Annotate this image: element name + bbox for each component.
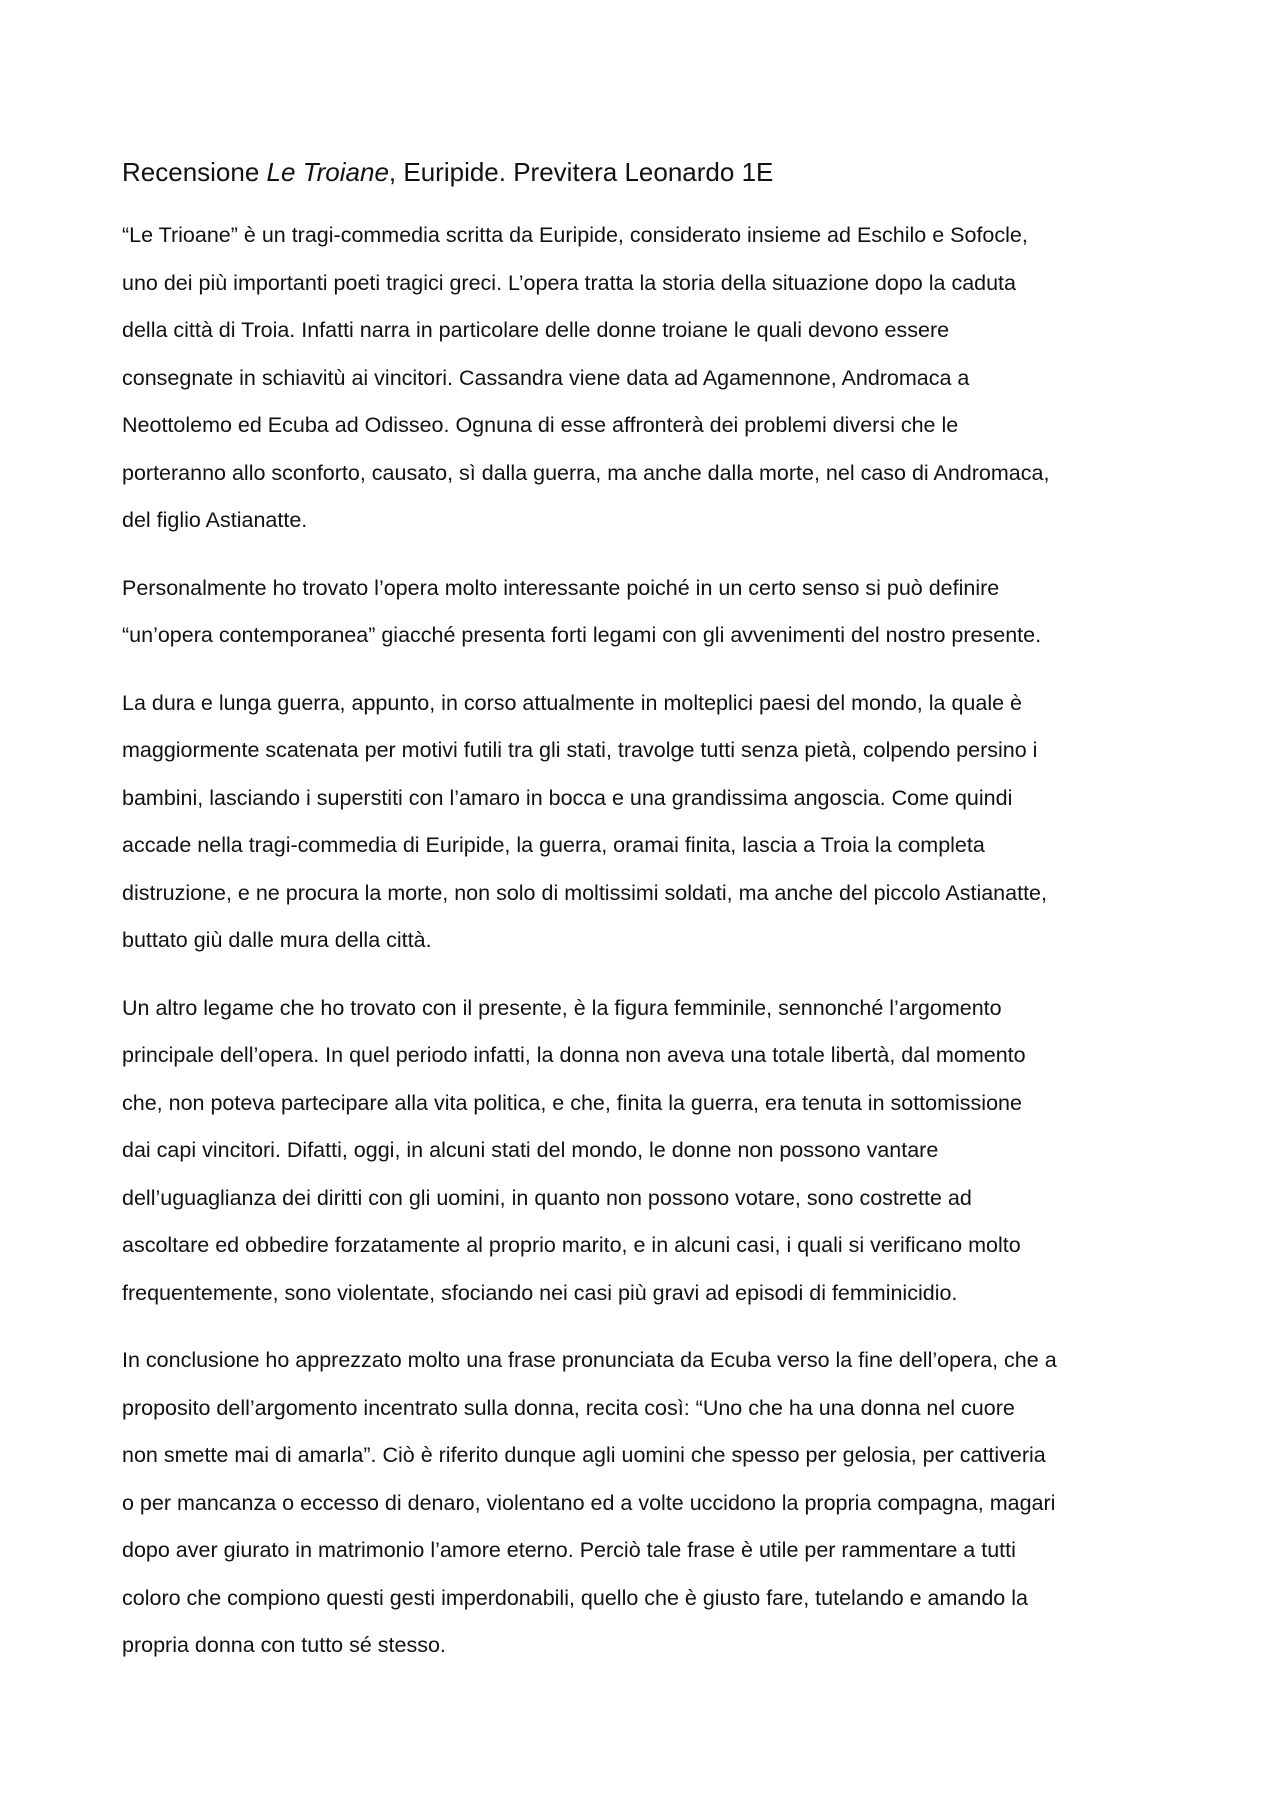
text-line: frequentemente, sono violentate, sfociando nei casi più gravi ad episodi di femminicidio. — [122, 1280, 958, 1305]
text-line: consegnate in schiavitù ai vincitori. Cassandra viene data ad Agamennone, Andromaca a — [122, 365, 970, 390]
text-line: Personalmente ho trovato l’opera molto interessante poiché in un certo senso si può definire — [122, 575, 1000, 600]
text-line: proposito dell’argomento incentrato sulla donna, recita così: “Uno che ha una donna nel cuore — [122, 1395, 1015, 1420]
text-line: dai capi vincitori. Difatti, oggi, in alcuni stati del mondo, le donne non possono vantare — [122, 1138, 939, 1162]
title-work: Le Troiane — [266, 157, 389, 187]
text-line: ascoltare ed obbedire forzatamente al proprio marito, e in alcuni casi, i quali si verificano molto — [122, 1233, 1021, 1257]
text-line: coloro che compiono questi gesti imperdonabili, quello che è giusto fare, tutelando e amando la — [122, 1585, 1028, 1610]
paragraph-3 — [122, 680, 1162, 965]
text-line: dell’uguaglianza dei diritti con gli uomini, in quanto non possono votare, sono costrette ad — [122, 1185, 972, 1210]
text-line: porteranno allo sconforto, causato, sì dalla guerra, ma anche dalla morte, nel caso di Andromaca, — [122, 460, 1050, 485]
text-line: In conclusione ho apprezzato molto una frase pronunciata da Ecuba verso la fine dell’opera, che a — [122, 1348, 1057, 1372]
paragraph-2 — [122, 565, 1162, 660]
title-prefix: Recensione — [122, 157, 267, 187]
text-line: dopo aver giurato in matrimonio l’amore eterno. Perciò tale frase è utile per rammentare a tutti — [122, 1538, 1016, 1562]
text-line: bambini, lasciando i superstiti con l’amaro in bocca e una grandissima angoscia. Come quindi — [122, 785, 1013, 810]
text-line: uno dei più importanti poeti tragici greci. L’opera tratta la storia della situazione dopo la caduta — [122, 270, 1016, 295]
paragraph-5 — [122, 1337, 1162, 1670]
paragraph-1 — [122, 212, 1162, 545]
document-body — [122, 152, 1162, 1690]
text-line: del figlio Astianatte. — [122, 508, 308, 532]
text-line: della città di Troia. Infatti narra in particolare delle donne troiane le quali devono essere — [122, 318, 950, 342]
text-line: “un’opera contemporanea” giacché presenta forti legami con gli avvenimenti del nostro presente. — [122, 623, 1042, 647]
document-title — [122, 152, 1162, 192]
text-line: Un altro legame che ho trovato con il presente, è la figura femminile, sennonché l’argomento — [122, 995, 1002, 1020]
text-line: maggiormente scatenata per motivi futili tra gli stati, travolge tutti senza pietà, colpendo persino i — [122, 738, 1038, 762]
text-line: “Le Trioane” è un tragi-commedia scritta da Euripide, considerato insieme ad Eschilo e Sofocle, — [122, 223, 1028, 247]
text-line: principale dell’opera. In quel periodo infatti, la donna non aveva una totale libertà, dal momento — [122, 1043, 1026, 1067]
text-line: distruzione, e ne procura la morte, non solo di moltissimi soldati, ma anche del piccolo Astianatte, — [122, 880, 1047, 905]
text-line: La dura e lunga guerra, appunto, in corso attualmente in molteplici paesi del mondo, la quale è — [122, 690, 1022, 715]
title-suffix: , Euripide. Previtera Leonardo 1E — [388, 157, 774, 187]
text-line: buttato giù dalle mura della città. — [122, 928, 432, 952]
paragraph-4 — [122, 985, 1162, 1318]
text-line: propria donna con tutto sé stesso. — [122, 1633, 446, 1657]
text-line: accade nella tragi-commedia di Euripide, la guerra, oramai finita, lascia a Troia la completa — [122, 833, 985, 857]
text-line: Neottolemo ed Ecuba ad Odisseo. Ognuna di esse affronterà dei problemi diversi che le — [122, 413, 959, 437]
text-line: non smette mai di amarla”. Ciò è riferito dunque agli uomini che spesso per gelosia, per cattiveria — [122, 1443, 1046, 1467]
text-line: che, non poteva partecipare alla vita politica, e che, finita la guerra, era tenuta in sottomissione — [122, 1090, 1022, 1115]
text-line: o per mancanza o eccesso di denaro, violentano ed a volte uccidono la propria compagna, magari — [122, 1490, 1056, 1515]
paragraphs — [122, 212, 1162, 1670]
